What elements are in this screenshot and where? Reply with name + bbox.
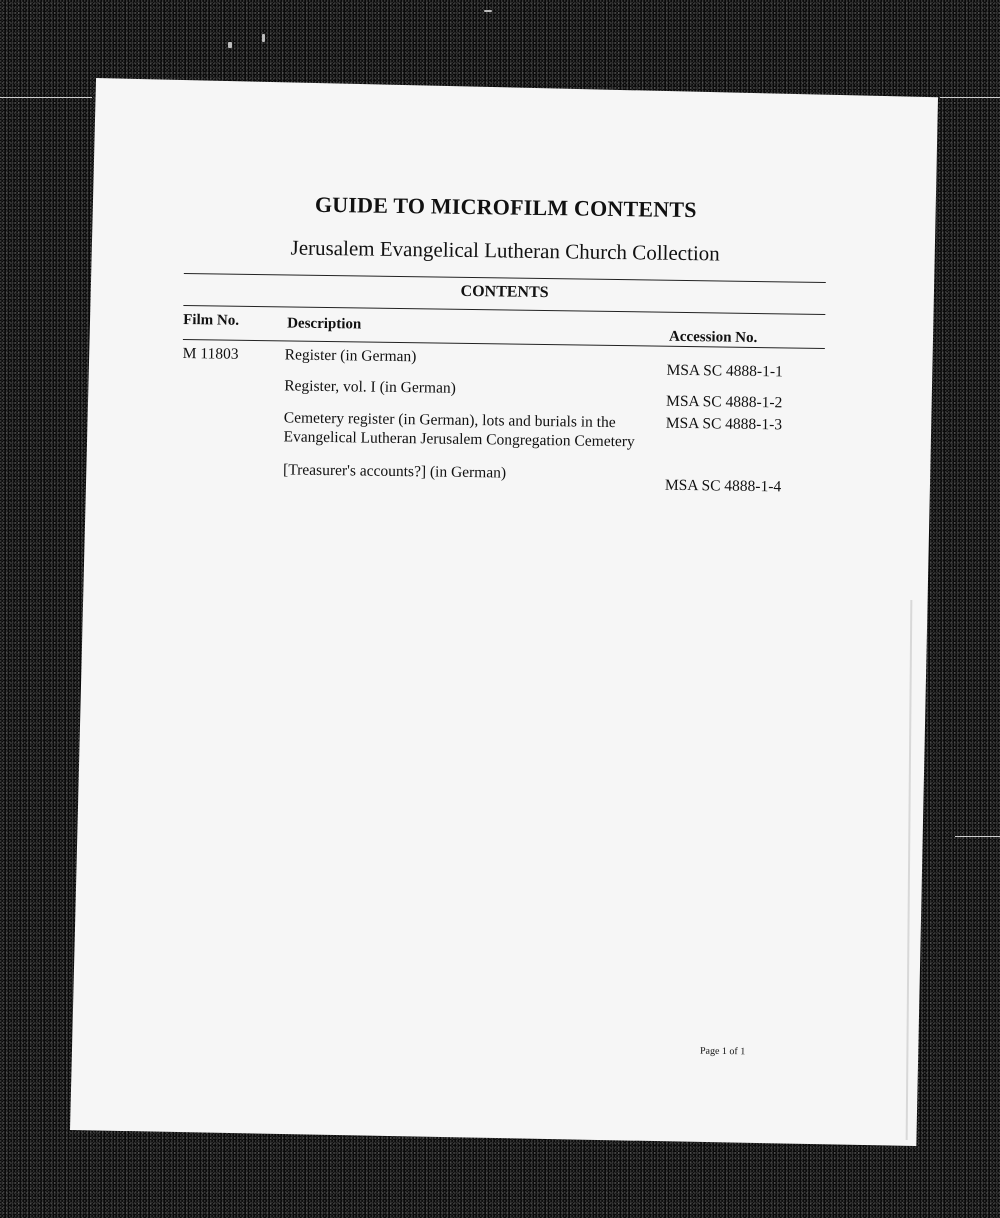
table-row — [181, 407, 824, 468]
description-cell: Register, vol. I (in German) — [284, 377, 456, 397]
document-content — [181, 190, 827, 508]
scan-artifact-line-top-left — [0, 97, 92, 98]
description-cell: Register (in German) — [284, 346, 417, 366]
film-no-cell: M 11803 — [182, 344, 239, 363]
scan-artifact-line-top-right — [940, 97, 1000, 98]
section-heading: CONTENTS — [460, 282, 549, 302]
column-header-film-no: Film No. — [183, 311, 240, 329]
scan-artifact-speck — [228, 42, 232, 48]
column-header-accession-no: Accession No. — [668, 328, 758, 347]
page-number: Page 1 of 1 — [699, 1045, 746, 1058]
description-cell: [Treasurer's accounts?] (in German) — [282, 461, 507, 482]
scan-artifact-speck — [262, 34, 265, 42]
scan-artifact-line-right — [955, 836, 1000, 837]
document-title: GUIDE TO MICROFILM CONTENTS — [314, 191, 697, 223]
accession-no-cell: MSA SC 4888-1-4 — [664, 476, 782, 496]
scan-artifact-speck — [484, 10, 492, 12]
accession-no-cell: MSA SC 4888-1-3 — [665, 414, 783, 434]
accession-no-cell: MSA SC 4888-1-1 — [666, 361, 783, 381]
description-cell: Cemetery register (in German), lots and burials in the Evangelical Lutheran Jerusalem Congregation Cemetery — [283, 409, 635, 451]
document-subtitle: Jerusalem Evangelical Lutheran Church Collection — [290, 235, 720, 266]
accession-no-cell: MSA SC 4888-1-2 — [665, 392, 783, 412]
column-header-description: Description — [287, 315, 362, 333]
table-body — [181, 344, 825, 508]
